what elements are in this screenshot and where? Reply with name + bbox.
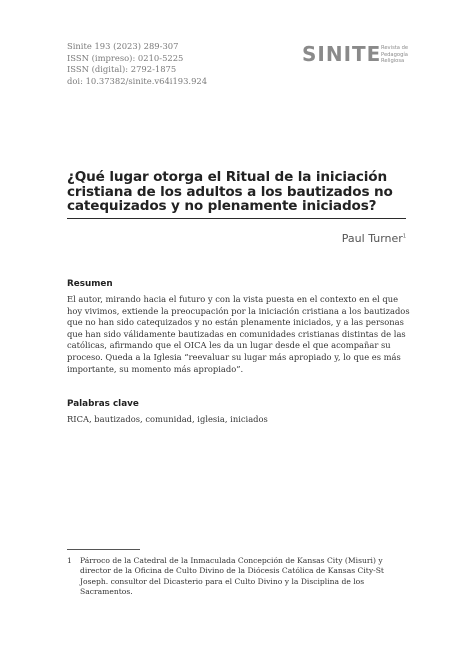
article-title: ¿Qué lugar otorga el Ritual de la iniciación cristiana de los adultos a los bautizados no catequizados y no plenamente iniciados? (67, 169, 393, 214)
abstract-heading: Resumen (67, 279, 113, 289)
logo-subtitle-line: Religiosa (381, 58, 405, 65)
logo-subtitle-line: Pedagogía (381, 51, 408, 58)
issn-digital: ISSN (digital): 2792-1875 (67, 64, 177, 74)
title-divider (67, 218, 406, 219)
author-footnote-marker: 1 (402, 233, 406, 240)
logo-wordmark: SINITE (302, 42, 382, 66)
author-name: Paul Turner (341, 232, 403, 245)
footnote-divider (67, 549, 140, 550)
logo-subtitle-line: Revista de (381, 45, 409, 51)
keywords-text: RICA, bautizados, comunidad, iglesia, iniciados (67, 414, 268, 424)
keywords-heading: Palabras clave (67, 399, 139, 409)
abstract-text: El autor, mirando hacia el futuro y con la vista puesta en el contexto en el que hoy vivimos, extiende la preocupación por la iniciación cristiana a los bautizados que no han sido catequizados y no están plenamente iniciados, y a las personas que han sido válidamente bautizadas en comunidades cristianas distintas de las católicas, afirmando que el OICA les da un lugar desde el que acompañar su proceso. Queda a la Iglesia “reevaluar su lugar más apropiado y, lo que es más importante, su momento más apropiado”. (67, 294, 410, 374)
journal-logo (302, 42, 412, 72)
journal-metadata (67, 41, 207, 87)
footnote-number: 1 (67, 556, 72, 565)
journal-reference: Sinite 193 (2023) 289-307 (67, 41, 179, 51)
article-author (342, 232, 406, 245)
issn-print: ISSN (impreso): 0210-5225 (67, 52, 184, 63)
logo-subtitle (381, 45, 408, 65)
footnote-text: Párroco de la Catedral de la Inmaculada Concepción de Kansas City (Misuri) y director de la Oficina de Culto Divino de la Diócesis Católica de Kansas City-St Joseph. consultor del Dicasterio para el Culto Divino y la Disciplina de los Sacramentos. (80, 556, 384, 597)
doi: doi: 10.37382/sinite.v64i193.924 (67, 75, 208, 86)
